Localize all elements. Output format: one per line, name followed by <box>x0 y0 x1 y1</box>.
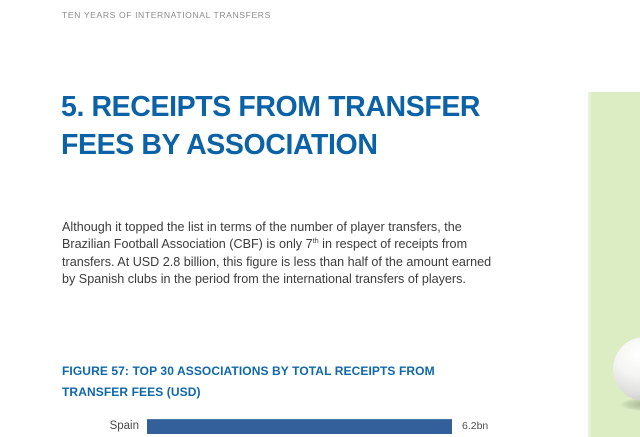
section-title <box>61 88 480 164</box>
paragraph-line-4: by Spanish clubs in the period from the international transfers of players. <box>62 272 466 287</box>
figure-caption <box>62 361 435 403</box>
bar <box>147 419 452 434</box>
paragraph-line-1: Although it topped the list in terms of the number of player transfers, the <box>62 220 462 234</box>
figure-caption-line-2: TRANSFER FEES (USD) <box>62 385 201 399</box>
bar-label: Spain <box>109 420 139 432</box>
bar-chart <box>0 417 560 435</box>
paragraph-line-2-pre: Brazilian Football Association (CBF) is only 7 <box>62 237 313 252</box>
paragraph-line-3: transfers. At USD 2.8 billion, this figure is less than half of the amount earned <box>62 254 492 269</box>
side-panel <box>588 92 640 437</box>
ordinal-superscript: th <box>312 236 319 246</box>
paragraph-line-2-post: in respect of receipts from <box>318 237 468 252</box>
running-header: TEN YEARS OF INTERNATIONAL TRANSFERS <box>62 10 271 20</box>
bar-value-label: 6.2bn <box>462 420 489 432</box>
paragraph-line-2 <box>62 236 562 253</box>
soccer-ball-image <box>613 337 640 401</box>
section-title-line-1: 5. RECEIPTS FROM TRANSFER <box>61 91 481 123</box>
body-paragraph <box>62 219 562 289</box>
bar-row-spain <box>0 417 560 435</box>
section-title-line-2: FEES BY ASSOCIATION <box>61 129 378 161</box>
figure-caption-line-1: FIGURE 57: TOP 30 ASSOCIATIONS BY TOTAL RECEIPTS FROM <box>62 364 435 378</box>
